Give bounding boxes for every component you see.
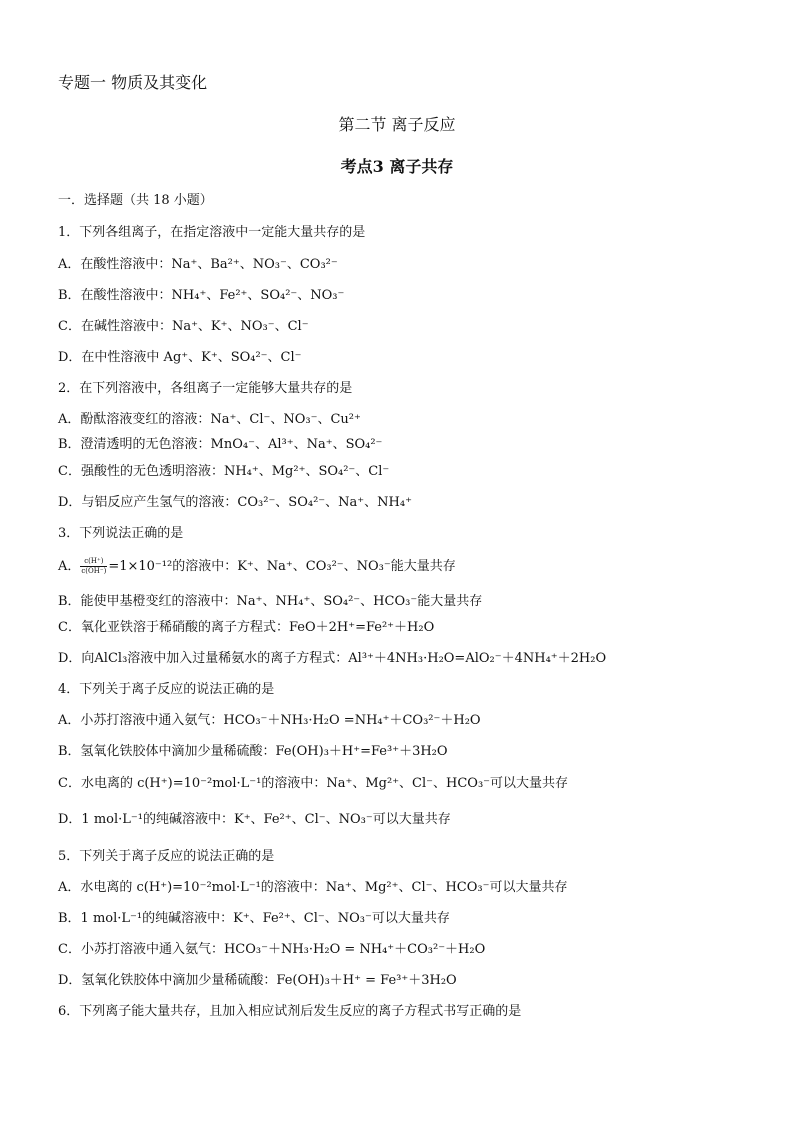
- topic-title: 专题一 物质及其变化: [58, 73, 208, 92]
- question-4-option-b: B．氢氧化铁胶体中滴加少量稀硫酸：Fe(OH)₃＋H⁺=Fe³⁺＋3H₂O: [58, 744, 448, 759]
- question-1-option-c: C．在碱性溶液中：Na⁺、K⁺、NO₃⁻、Cl⁻: [58, 319, 309, 334]
- question-2-option-a: A．酚酞溶液变红的溶液：Na⁺、Cl⁻、NO₃⁻、Cu²⁺: [58, 412, 361, 427]
- question-3-option-b: B．能使甲基橙变红的溶液中：Na⁺、NH₄⁺、SO₄²⁻、HCO₃⁻能大量共存: [58, 594, 483, 609]
- question-3-stem: 3．下列说法正确的是: [58, 526, 184, 541]
- section-heading: 一．选择题（共 18 小题）: [58, 193, 213, 208]
- question-2-stem: 2．在下列溶液中，各组离子一定能够大量共存的是: [58, 381, 353, 396]
- question-5-option-c: C．小苏打溶液中通入氨气：HCO₃⁻＋NH₃·H₂O = NH₄⁺＋CO₃²⁻＋H₂O: [58, 942, 486, 957]
- question-4-option-c: C．水电离的 c(H⁺)=10⁻²mol·L⁻¹的溶液中：Na⁺、Mg²⁺、Cl⁻、HCO₃⁻可以大量共存: [58, 776, 569, 791]
- question-5-option-a: A．水电离的 c(H⁺)=10⁻²mol·L⁻¹的溶液中：Na⁺、Mg²⁺、Cl⁻、HCO₃⁻可以大量共存: [58, 880, 568, 895]
- question-4-stem: 4．下列关于离子反应的说法正确的是: [58, 682, 275, 697]
- question-5-option-b: B．1 mol·L⁻¹的纯碱溶液中：K⁺、Fe²⁺、Cl⁻、NO₃⁻可以大量共存: [58, 911, 450, 926]
- kaodian-title: 考点3 离子共存: [340, 157, 454, 176]
- question-2-option-b: B．澄清透明的无色溶液：MnO₄⁻、Al³⁺、Na⁺、SO₄²⁻: [58, 437, 383, 452]
- question-3-option-c: C．氧化亚铁溶于稀硝酸的离子方程式：FeO＋2H⁺=Fe²⁺＋H₂O: [58, 620, 435, 635]
- question-1-option-b: B．在酸性溶液中：NH₄⁺、Fe²⁺、SO₄²⁻、NO₃⁻: [58, 288, 345, 303]
- question-6-stem: 6．下列离子能大量共存，且加入相应试剂后发生反应的离子方程式书写正确的是: [58, 1004, 522, 1019]
- hydrogen-hydroxide-ratio: $\frac{c(H^+)}{c(OH^-)}$: [81, 557, 107, 575]
- question-5-stem: 5．下列关于离子反应的说法正确的是: [58, 849, 275, 864]
- question-1-option-d: D．在中性溶液中 Ag⁺、K⁺、SO₄²⁻、Cl⁻: [58, 350, 302, 365]
- question-1-option-a: A．在酸性溶液中：Na⁺、Ba²⁺、NO₃⁻、CO₃²⁻: [58, 257, 338, 272]
- question-4-option-d: D．1 mol·L⁻¹的纯碱溶液中：K⁺、Fe²⁺、Cl⁻、NO₃⁻可以大量共存: [58, 812, 451, 827]
- question-5-option-d: D．氢氧化铁胶体中滴加少量稀硫酸：Fe(OH)₃＋H⁺ = Fe³⁺＋3H₂O: [58, 973, 457, 988]
- question-1-stem: 1．下列各组离子，在指定溶液中一定能大量共存的是: [58, 225, 366, 240]
- question-3-option-a: A． $\frac{c(H^+)}{c(OH^-)}$ =1×10⁻¹²的溶液中：K⁺、Na⁺、CO₃²⁻、NO₃⁻能大量共存: [58, 557, 456, 575]
- question-2-option-d: D．与铝反应产生氢气的溶液：CO₃²⁻、SO₄²⁻、Na⁺、NH₄⁺: [58, 495, 412, 510]
- question-4-option-a: A．小苏打溶液中通入氨气：HCO₃⁻＋NH₃·H₂O =NH₄⁺＋CO₃²⁻＋H₂O: [58, 713, 481, 728]
- section-title: 第二节 离子反应: [338, 115, 456, 134]
- question-2-option-c: C．强酸性的无色透明溶液：NH₄⁺、Mg²⁺、SO₄²⁻、Cl⁻: [58, 464, 390, 479]
- question-3-option-d: D．向AlCl₃溶液中加入过量稀氨水的离子方程式：Al³⁺＋4NH₃·H₂O=AlO₂⁻＋4NH₄⁺＋2H₂O: [58, 651, 607, 666]
